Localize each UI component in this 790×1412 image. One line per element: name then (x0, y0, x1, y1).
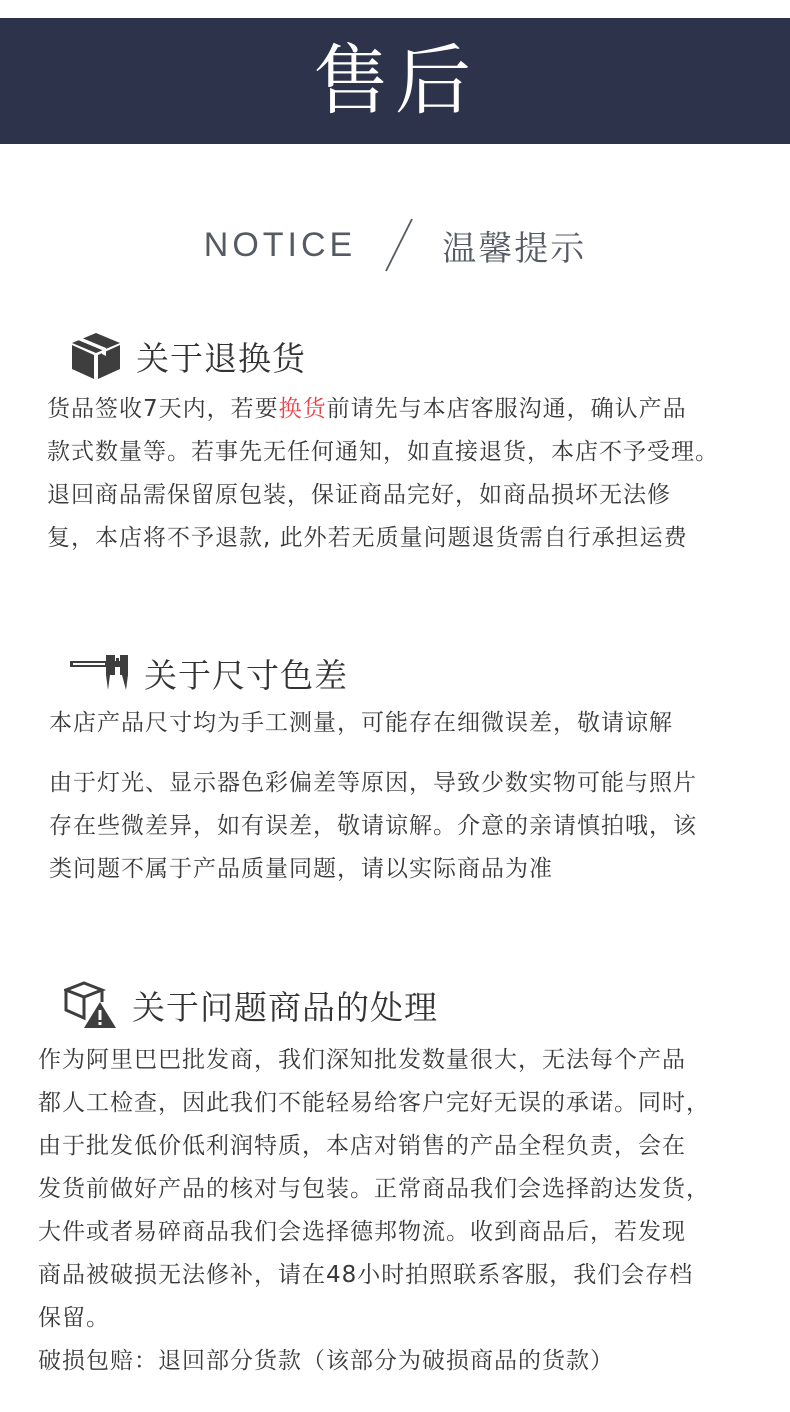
text-line: 退回商品需保留原包装，保证商品完好，如商品损坏无法修 (47, 482, 671, 508)
text-line: 本店产品尺寸均为手工测量，可能存在细微误差，敬请谅解 (49, 710, 673, 736)
text-span: 前请先与本店客服沟通，确认产品 (326, 396, 687, 422)
text-span: 货品签收7天内，若要 (47, 396, 279, 422)
package-box-icon (70, 331, 122, 381)
section-problem-title: 关于问题商品的处理 (132, 987, 438, 1027)
section-size-title: 关于尺寸色差 (144, 656, 348, 695)
text-line: 复，本店将不予退款, 此外若无质量问题退货需自行承担运费 (47, 525, 688, 551)
damaged-box-warning-icon (64, 980, 118, 1030)
text-line: 保留。 (38, 1305, 110, 1331)
section-returns-body (47, 388, 719, 560)
section-problem-heading (64, 980, 438, 1030)
text-line: 破损包赔：退回部分货款（该部分为破损商品的货款） (38, 1348, 614, 1374)
text-line: 都人工检查，因此我们不能轻易给客户完好无误的承诺。同时， (38, 1090, 710, 1116)
notice-heading (0, 215, 790, 275)
text-line: 由于批发低价低利润特质，本店对销售的产品全程负责，会在 (38, 1133, 686, 1159)
notice-chinese: 温馨提示 (442, 228, 587, 269)
section-size-heading (70, 650, 348, 697)
text-line (47, 388, 719, 431)
header-banner (0, 18, 790, 144)
section-size-body (49, 762, 697, 891)
section-returns-heading (70, 331, 306, 381)
text-line: 商品被破损无法修补，请在48小时拍照联系客服，我们会存档 (38, 1262, 694, 1288)
section-returns-title: 关于退换货 (136, 338, 306, 378)
page-title: 售后 (313, 36, 477, 125)
slash-divider-icon (364, 215, 434, 275)
text-line: 作为阿里巴巴批发商，我们深知批发数量很大，无法每个产品 (38, 1047, 686, 1073)
highlight-exchange: 换货 (278, 396, 327, 422)
notice-english: NOTICE (203, 225, 357, 264)
text-line: 存在些微差异，如有误差，敬请谅解。介意的亲请慎拍哦，该 (49, 813, 697, 839)
text-line: 发货前做好产品的核对与包装。正常商品我们会选择韵达发货， (38, 1176, 710, 1202)
text-line: 大件或者易碎商品我们会选择德邦物流。收到商品后，若发现 (38, 1219, 686, 1245)
caliper-icon (70, 652, 130, 696)
text-line: 款式数量等。若事先无任何通知，如直接退货，本店不予受理。 (47, 439, 719, 465)
text-line: 类问题不属于产品质量同题，请以实际商品为准 (49, 856, 553, 882)
section-problem-body (38, 1039, 710, 1383)
section-size-note (49, 702, 673, 745)
text-line: 由于灯光、显示器色彩偏差等原因，导致少数实物可能与照片 (49, 770, 697, 796)
